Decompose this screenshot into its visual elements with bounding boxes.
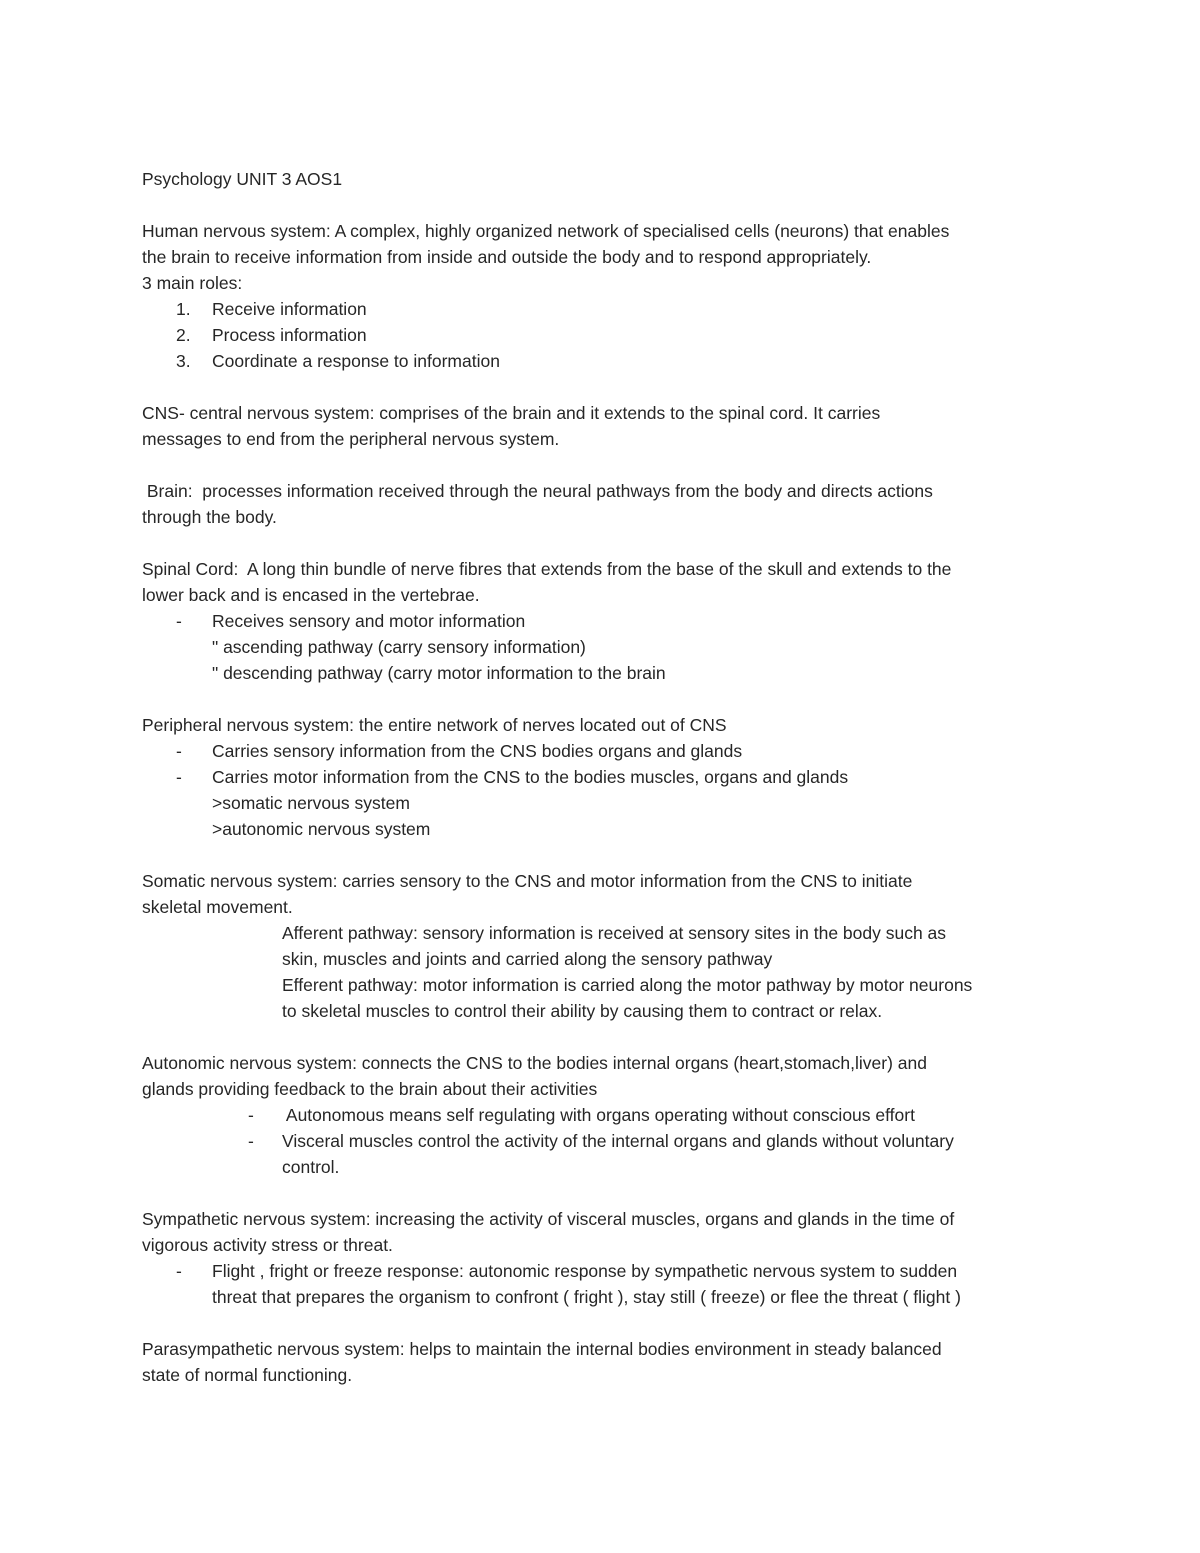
list-item-text: Carries motor information from the CNS to the bodies muscles, organs and glands xyxy=(212,767,849,787)
efferent-line-2: to skeletal muscles to control their ability by causing them to contract or relax. xyxy=(282,1001,883,1021)
spacer xyxy=(142,1180,1072,1206)
dash-marker: - xyxy=(248,1131,254,1151)
intro-line-2: the brain to receive information from inside and outside the body and to respond appropriately. xyxy=(142,247,872,267)
spacer xyxy=(142,192,1072,218)
autonomic-line-2: glands providing feedback to the brain about their activities xyxy=(142,1079,598,1099)
list-number: 3. xyxy=(176,351,191,371)
list-item xyxy=(142,348,1072,374)
list-item-text: Receives sensory and motor information xyxy=(212,611,526,631)
parasympathetic-line-1: Parasympathetic nervous system: helps to maintain the internal bodies environment in steady balanced xyxy=(142,1339,942,1359)
document-title: Psychology UNIT 3 AOS1 xyxy=(142,169,343,189)
spacer xyxy=(142,374,1072,400)
list-item-text: Process information xyxy=(212,325,367,345)
list-item xyxy=(142,322,1072,348)
efferent-line-1: Efferent pathway: motor information is carried along the motor pathway by motor neurons xyxy=(282,975,973,995)
sub-item: " descending pathway (carry motor information to the brain xyxy=(212,663,666,683)
spacer xyxy=(142,842,1072,868)
cns-line-2: messages to end from the peripheral nervous system. xyxy=(142,429,560,449)
document-page xyxy=(142,166,1072,1388)
spinal-line-1: Spinal Cord: A long thin bundle of nerve fibres that extends from the base of the skull and extends to the xyxy=(142,559,952,579)
parasympathetic-line-2: state of normal functioning. xyxy=(142,1365,353,1385)
sub-item: >autonomic nervous system xyxy=(212,819,431,839)
brain-line-1: Brain: processes information received through the neural pathways from the body and directs actions xyxy=(142,481,933,501)
list-item xyxy=(142,764,1072,790)
somatic-line-1: Somatic nervous system: carries sensory to the CNS and motor information from the CNS to initiate xyxy=(142,871,913,891)
list-item-text: Carries sensory information from the CNS bodies organs and glands xyxy=(212,741,743,761)
list-item xyxy=(142,296,1072,322)
sub-item: " ascending pathway (carry sensory information) xyxy=(212,637,586,657)
afferent-line-2: skin, muscles and joints and carried along the sensory pathway xyxy=(282,949,773,969)
afferent-line-1: Afferent pathway: sensory information is received at sensory sites in the body such as xyxy=(282,923,947,943)
spacer xyxy=(142,530,1072,556)
dash-marker: - xyxy=(176,767,182,787)
roles-label: 3 main roles: xyxy=(142,273,243,293)
intro-line-1: Human nervous system: A complex, highly organized network of specialised cells (neurons) that enables xyxy=(142,221,950,241)
list-item xyxy=(142,1258,1072,1284)
list-item xyxy=(142,1128,1072,1154)
somatic-line-2: skeletal movement. xyxy=(142,897,293,917)
sympathetic-line-2: vigorous activity stress or threat. xyxy=(142,1235,393,1255)
spacer xyxy=(142,452,1072,478)
dash-marker: - xyxy=(248,1105,254,1125)
spinal-line-2: lower back and is encased in the vertebrae. xyxy=(142,585,480,605)
brain-line-2: through the body. xyxy=(142,507,277,527)
dash-marker: - xyxy=(176,741,182,761)
list-item xyxy=(142,608,1072,634)
cns-line-1: CNS- central nervous system: comprises of the brain and it extends to the spinal cord. It carries xyxy=(142,403,881,423)
list-number: 2. xyxy=(176,325,191,345)
list-item xyxy=(142,1102,1072,1128)
spacer xyxy=(142,1024,1072,1050)
pns-line-1: Peripheral nervous system: the entire network of nerves located out of CNS xyxy=(142,715,727,735)
spacer xyxy=(142,1310,1072,1336)
list-item-continuation: control. xyxy=(282,1157,340,1177)
list-item-continuation: threat that prepares the organism to confront ( fright ), stay still ( freeze) or flee the threat ( flight ) xyxy=(212,1287,961,1307)
autonomic-line-1: Autonomic nervous system: connects the CNS to the bodies internal organs (heart,stomach,liver) and xyxy=(142,1053,927,1073)
list-item xyxy=(142,738,1072,764)
list-item-text: Coordinate a response to information xyxy=(212,351,500,371)
dash-marker: - xyxy=(176,611,182,631)
list-number: 1. xyxy=(176,299,191,319)
list-item-text: Visceral muscles control the activity of the internal organs and glands without voluntary xyxy=(282,1131,954,1151)
list-item-text: Receive information xyxy=(212,299,367,319)
list-item-text: Autonomous means self regulating with organs operating without conscious effort xyxy=(282,1105,915,1125)
spacer xyxy=(142,686,1072,712)
dash-marker: - xyxy=(176,1261,182,1281)
list-item-text: Flight , fright or freeze response: autonomic response by sympathetic nervous system to sudden xyxy=(212,1261,958,1281)
sympathetic-line-1: Sympathetic nervous system: increasing the activity of visceral muscles, organs and glands in the time of xyxy=(142,1209,955,1229)
sub-item: >somatic nervous system xyxy=(212,793,410,813)
